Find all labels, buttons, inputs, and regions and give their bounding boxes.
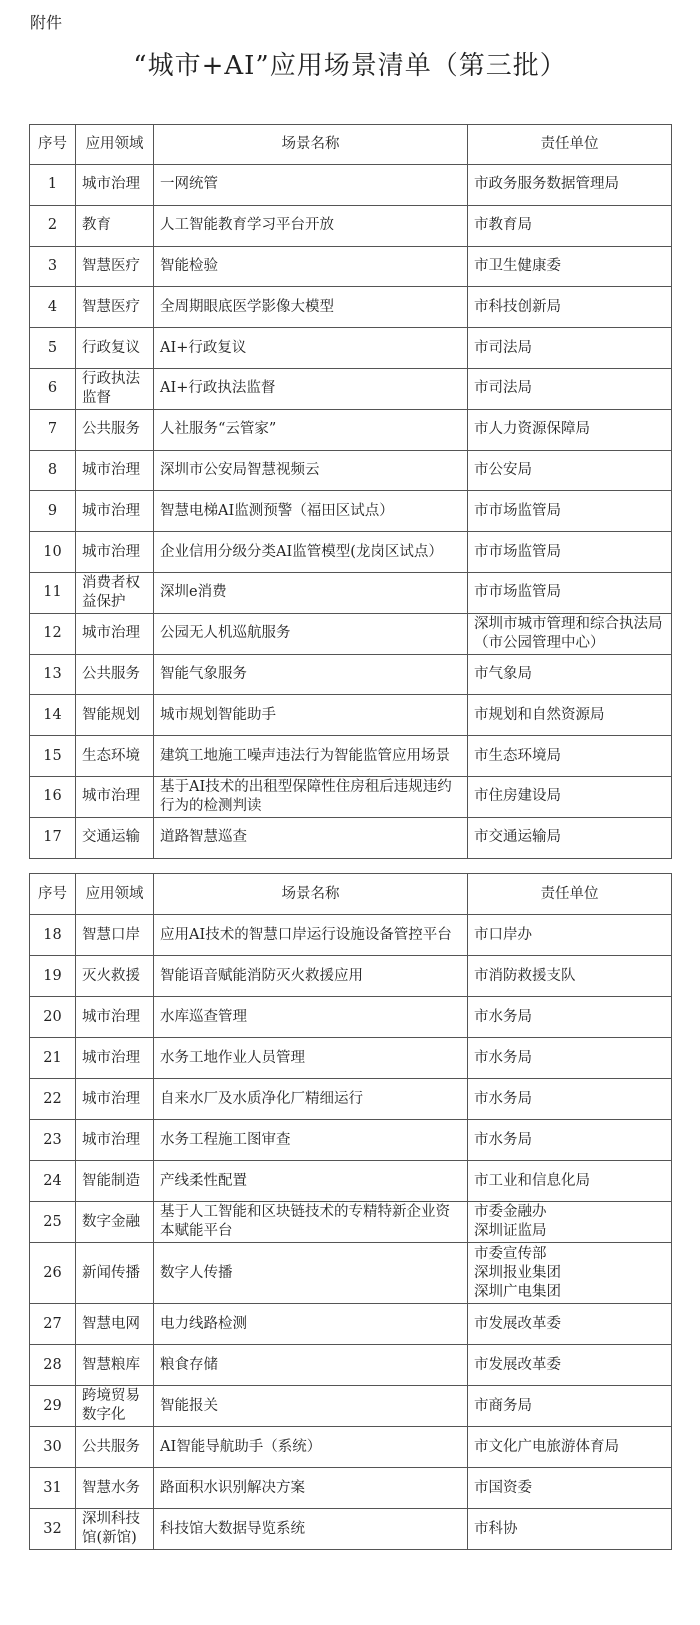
row-index: 25 [30, 1202, 76, 1243]
row-unit: 市商务局 [468, 1386, 672, 1427]
row-unit: 市气象局 [468, 654, 672, 695]
row-index: 28 [30, 1345, 76, 1386]
table-row [30, 409, 672, 450]
row-unit: 市卫生健康委 [468, 246, 672, 287]
row-scenario: 基于人工智能和区块链技术的专精特新企业资本赋能平台 [154, 1202, 468, 1243]
table-header-row [30, 125, 672, 165]
row-unit: 市水务局 [468, 1038, 672, 1079]
row-index: 27 [30, 1304, 76, 1345]
row-scenario: 深圳e消费 [154, 572, 468, 613]
row-index: 32 [30, 1509, 76, 1550]
row-index: 16 [30, 776, 76, 817]
header-domain: 应用领域 [76, 125, 154, 165]
table-row [30, 532, 672, 573]
row-index: 29 [30, 1386, 76, 1427]
row-index: 20 [30, 997, 76, 1038]
row-domain: 行政执法监督 [76, 368, 154, 409]
row-unit: 市住房建设局 [468, 776, 672, 817]
row-domain: 新闻传播 [76, 1243, 154, 1304]
row-index: 21 [30, 1038, 76, 1079]
table-row [30, 1161, 672, 1202]
row-domain: 智能制造 [76, 1161, 154, 1202]
row-index: 7 [30, 409, 76, 450]
table-row [30, 450, 672, 491]
row-domain: 城市治理 [76, 776, 154, 817]
row-index: 12 [30, 613, 76, 654]
table-row [30, 956, 672, 997]
row-scenario: AI+行政复议 [154, 328, 468, 369]
row-index: 1 [30, 165, 76, 206]
row-scenario: 科技馆大数据导览系统 [154, 1509, 468, 1550]
table-row [30, 1243, 672, 1304]
row-index: 30 [30, 1427, 76, 1468]
row-scenario: 人工智能教育学习平台开放 [154, 205, 468, 246]
row-scenario: 智能报关 [154, 1386, 468, 1427]
row-unit: 市司法局 [468, 328, 672, 369]
row-unit: 市委宣传部 深圳报业集团 深圳广电集团 [468, 1243, 672, 1304]
row-domain: 生态环境 [76, 736, 154, 777]
table-row [30, 205, 672, 246]
row-scenario: 人社服务“云管家” [154, 409, 468, 450]
row-unit: 市科技创新局 [468, 287, 672, 328]
row-scenario: 水库巡查管理 [154, 997, 468, 1038]
table-row [30, 491, 672, 532]
table-row [30, 1386, 672, 1427]
row-index: 8 [30, 450, 76, 491]
row-unit: 市市场监管局 [468, 491, 672, 532]
row-domain: 智慧医疗 [76, 287, 154, 328]
row-domain: 数字金融 [76, 1202, 154, 1243]
row-unit: 市水务局 [468, 1120, 672, 1161]
row-index: 6 [30, 368, 76, 409]
header-index: 序号 [30, 874, 76, 915]
table-row [30, 246, 672, 287]
row-domain: 城市治理 [76, 165, 154, 206]
row-domain: 城市治理 [76, 997, 154, 1038]
row-scenario: 企业信用分级分类AI监管模型(龙岗区试点） [154, 532, 468, 573]
table-row [30, 1038, 672, 1079]
table-row [30, 915, 672, 956]
table-row [30, 165, 672, 206]
row-scenario: 水务工程施工图审查 [154, 1120, 468, 1161]
row-unit: 市生态环境局 [468, 736, 672, 777]
row-domain: 智能规划 [76, 695, 154, 736]
table-row [30, 997, 672, 1038]
row-unit: 市口岸办 [468, 915, 672, 956]
row-domain: 灭火救援 [76, 956, 154, 997]
row-unit: 市市场监管局 [468, 532, 672, 573]
row-scenario: 电力线路检测 [154, 1304, 468, 1345]
row-unit: 市国资委 [468, 1468, 672, 1509]
table-row [30, 1345, 672, 1386]
row-unit: 市公安局 [468, 450, 672, 491]
row-scenario: 城市规划智能助手 [154, 695, 468, 736]
row-domain: 智慧粮库 [76, 1345, 154, 1386]
row-scenario: AI+行政执法监督 [154, 368, 468, 409]
row-index: 19 [30, 956, 76, 997]
row-unit: 市市场监管局 [468, 572, 672, 613]
row-index: 22 [30, 1079, 76, 1120]
row-scenario: 路面积水识别解决方案 [154, 1468, 468, 1509]
row-domain: 消费者权益保护 [76, 572, 154, 613]
annex-label: 附件 [30, 13, 63, 32]
row-unit: 市文化广电旅游体育局 [468, 1427, 672, 1468]
row-index: 14 [30, 695, 76, 736]
row-unit: 市消防救援支队 [468, 956, 672, 997]
row-domain: 公共服务 [76, 654, 154, 695]
row-index: 13 [30, 654, 76, 695]
row-scenario: 智慧电梯AI监测预警（福田区试点） [154, 491, 468, 532]
row-domain: 城市治理 [76, 1120, 154, 1161]
row-unit: 市水务局 [468, 1079, 672, 1120]
row-scenario: 全周期眼底医学影像大模型 [154, 287, 468, 328]
row-scenario: 一网统管 [154, 165, 468, 206]
row-scenario: 粮食存储 [154, 1345, 468, 1386]
row-scenario: 基于AI技术的出租型保障性住房租后违规违约行为的检测判读 [154, 776, 468, 817]
row-index: 4 [30, 287, 76, 328]
header-index: 序号 [30, 125, 76, 165]
row-scenario: 道路智慧巡查 [154, 817, 468, 858]
table-row [30, 1079, 672, 1120]
table-row [30, 776, 672, 817]
row-scenario: 建筑工地施工噪声违法行为智能监管应用场景 [154, 736, 468, 777]
row-unit: 深圳市城市管理和综合执法局（市公园管理中心） [468, 613, 672, 654]
row-unit: 市规划和自然资源局 [468, 695, 672, 736]
row-scenario: 智能检验 [154, 246, 468, 287]
table-row [30, 328, 672, 369]
table-row [30, 1304, 672, 1345]
row-index: 11 [30, 572, 76, 613]
row-domain: 深圳科技馆(新馆) [76, 1509, 154, 1550]
table-row [30, 1202, 672, 1243]
row-domain: 城市治理 [76, 1079, 154, 1120]
row-domain: 智慧电网 [76, 1304, 154, 1345]
row-domain: 公共服务 [76, 1427, 154, 1468]
row-domain: 教育 [76, 205, 154, 246]
row-scenario: 深圳市公安局智慧视频云 [154, 450, 468, 491]
table-header-row [30, 874, 672, 915]
row-domain: 行政复议 [76, 328, 154, 369]
row-unit: 市工业和信息化局 [468, 1161, 672, 1202]
table-row [30, 1468, 672, 1509]
table-row [30, 736, 672, 777]
table-row [30, 1509, 672, 1550]
scenario-table-2 [29, 873, 672, 1550]
row-scenario: 公园无人机巡航服务 [154, 613, 468, 654]
row-domain: 城市治理 [76, 491, 154, 532]
table-row [30, 695, 672, 736]
table-row [30, 654, 672, 695]
row-domain: 智慧水务 [76, 1468, 154, 1509]
table-row [30, 572, 672, 613]
row-scenario: 数字人传播 [154, 1243, 468, 1304]
row-index: 3 [30, 246, 76, 287]
row-index: 31 [30, 1468, 76, 1509]
row-unit: 市交通运输局 [468, 817, 672, 858]
table-row [30, 1120, 672, 1161]
row-domain: 智慧医疗 [76, 246, 154, 287]
row-unit: 市教育局 [468, 205, 672, 246]
row-domain: 城市治理 [76, 1038, 154, 1079]
table-row [30, 368, 672, 409]
table-row [30, 817, 672, 858]
row-unit: 市司法局 [468, 368, 672, 409]
row-unit: 市科协 [468, 1509, 672, 1550]
row-scenario: 自来水厂及水质净化厂精细运行 [154, 1079, 468, 1120]
row-index: 9 [30, 491, 76, 532]
header-scenario: 场景名称 [154, 874, 468, 915]
row-scenario: 智能气象服务 [154, 654, 468, 695]
row-index: 15 [30, 736, 76, 777]
row-domain: 公共服务 [76, 409, 154, 450]
row-scenario: AI智能导航助手（系统） [154, 1427, 468, 1468]
row-scenario: 水务工地作业人员管理 [154, 1038, 468, 1079]
row-unit: 市发展改革委 [468, 1345, 672, 1386]
row-unit: 市政务服务数据管理局 [468, 165, 672, 206]
row-domain: 城市治理 [76, 613, 154, 654]
row-index: 17 [30, 817, 76, 858]
table-row [30, 1427, 672, 1468]
row-unit: 市人力资源保障局 [468, 409, 672, 450]
header-scenario: 场景名称 [154, 125, 468, 165]
header-domain: 应用领域 [76, 874, 154, 915]
scenario-table-1 [29, 124, 672, 859]
row-unit: 市委金融办 深圳证监局 [468, 1202, 672, 1243]
table-row [30, 613, 672, 654]
row-scenario: 智能语音赋能消防灭火救援应用 [154, 956, 468, 997]
row-index: 26 [30, 1243, 76, 1304]
row-domain: 跨境贸易数字化 [76, 1386, 154, 1427]
row-index: 24 [30, 1161, 76, 1202]
row-domain: 城市治理 [76, 532, 154, 573]
row-unit: 市水务局 [468, 997, 672, 1038]
row-scenario: 产线柔性配置 [154, 1161, 468, 1202]
header-unit: 责任单位 [468, 874, 672, 915]
row-index: 2 [30, 205, 76, 246]
row-index: 23 [30, 1120, 76, 1161]
row-domain: 智慧口岸 [76, 915, 154, 956]
header-unit: 责任单位 [468, 125, 672, 165]
row-domain: 交通运输 [76, 817, 154, 858]
row-unit: 市发展改革委 [468, 1304, 672, 1345]
row-domain: 城市治理 [76, 450, 154, 491]
row-scenario: 应用AI技术的智慧口岸运行设施设备管控平台 [154, 915, 468, 956]
document-title: “城市+AI”应用场景清单（第三批） [133, 51, 567, 81]
row-index: 18 [30, 915, 76, 956]
row-index: 10 [30, 532, 76, 573]
row-index: 5 [30, 328, 76, 369]
table-row [30, 287, 672, 328]
